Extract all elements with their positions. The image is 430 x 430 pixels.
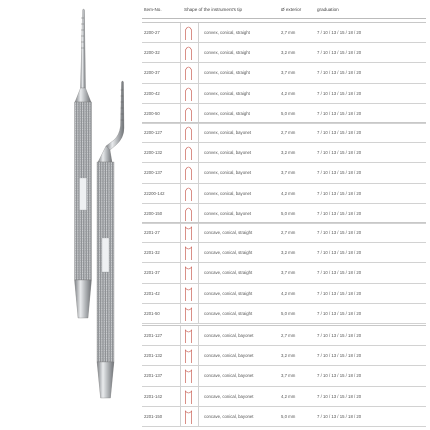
column-divider [180,263,181,282]
exterior-diameter: 5,0 mm [281,110,296,116]
tip-description: convex, conical, straight [204,50,250,56]
graduation-values: 7 / 10 / 13 / 15 / 18 / 20 [317,373,362,379]
table-row [142,163,426,183]
convex-tip-icon [184,145,193,160]
tip-description: convex, conical, bayonet [204,130,252,135]
column-divider [198,263,199,282]
bayonet-instrument [97,81,124,398]
column-divider [198,43,199,62]
column-divider [180,284,181,303]
straight-instrument [75,9,92,318]
table-row [142,387,426,407]
column-divider [198,223,199,242]
item-number: 2201-42 [144,290,160,296]
item-number: 2201-27 [144,230,160,235]
item-number: 2200-32 [144,50,160,56]
column-divider [198,304,199,323]
exterior-diameter: 5,0 mm [281,413,296,419]
graduation-values: 7 / 10 / 13 / 15 / 18 / 20 [317,230,362,235]
item-number: 2200-150 [144,210,163,216]
graduation-values: 7 / 10 / 13 / 15 / 18 / 20 [317,170,362,176]
tip-description: convex, conical, bayonet [204,210,252,216]
instrument-illustration [0,0,140,430]
convex-tip-icon [184,25,193,40]
column-divider [180,63,181,82]
tip-description: concave, conical, straight [204,230,253,235]
table-row [142,184,426,204]
tip-description: concave, conical, bayonet [204,373,254,379]
tip-description: concave, conical, straight [204,290,253,296]
column-divider [198,346,199,365]
column-divider [198,326,199,345]
item-number: 2201-50 [144,310,160,316]
column-divider [180,163,181,182]
column-divider [180,346,181,365]
graduation-values: 7 / 10 / 13 / 15 / 18 / 20 [317,190,362,196]
convex-tip-icon [184,45,193,60]
table-row [142,284,426,304]
column-divider [198,84,199,103]
column-divider [198,143,199,162]
graduation-values: 7 / 10 / 13 / 15 / 18 / 20 [317,250,362,256]
concave-tip-icon [184,225,193,240]
row-group [142,22,426,124]
item-number: 2200-42 [144,90,160,96]
tip-description: concave, conical, straight [204,270,253,276]
exterior-diameter: 3,7 mm [281,70,296,76]
item-number: 2201-150 [144,413,163,419]
item-number: 2200-27 [144,30,160,35]
column-divider [180,304,181,323]
graduation-values: 7 / 10 / 13 / 15 / 18 / 20 [317,50,362,56]
item-number: 2201-127 [144,333,163,338]
tip-description: concave, conical, bayonet [204,393,254,399]
convex-tip-icon [184,186,193,201]
item-number: 2200-137 [144,170,163,176]
exterior-diameter: 2,7 mm [281,333,296,338]
convex-tip-icon [184,165,193,180]
concave-tip-icon [184,368,193,383]
table-row [142,43,426,63]
column-divider [198,63,199,82]
column-divider [180,84,181,103]
exterior-diameter: 3,7 mm [281,270,296,276]
column-divider [180,43,181,62]
tip-description: convex, conical, bayonet [204,190,252,196]
column-divider [198,387,199,406]
tip-description: concave, conical, straight [204,250,253,256]
row-group [142,325,426,427]
column-divider [198,243,199,262]
column-divider [180,123,181,142]
graduation-values: 7 / 10 / 13 / 15 / 18 / 20 [317,110,362,116]
exterior-diameter: 4,2 mm [281,290,296,296]
column-divider [180,387,181,406]
product-table [142,0,430,430]
item-number: 2200-127 [144,130,163,135]
column-divider [198,104,199,123]
exterior-diameter: 3,7 mm [281,170,296,176]
exterior-diameter: 2,7 mm [281,230,296,235]
table-row [142,84,426,104]
convex-tip-icon [184,206,193,221]
graduation-values: 7 / 10 / 13 / 15 / 18 / 20 [317,90,362,96]
tip-description: concave, conical, bayonet [204,333,254,338]
table-row [142,223,426,243]
convex-tip-icon [184,125,193,140]
exterior-diameter: 2,7 mm [281,130,296,135]
graduation-values: 7 / 10 / 13 / 15 / 18 / 20 [317,270,362,276]
column-divider [180,326,181,345]
column-divider [180,184,181,203]
column-divider [198,163,199,182]
tip-description: convex, conical, bayonet [204,170,252,176]
tip-description: concave, conical, straight [204,310,253,316]
graduation-values: 7 / 10 / 13 / 15 / 18 / 20 [317,353,362,359]
column-divider [198,23,199,42]
header-item-no: Item-No. [144,7,162,12]
exterior-diameter: 4,2 mm [281,393,296,399]
graduation-values: 7 / 10 / 13 / 15 / 18 / 20 [317,30,362,35]
table-row [142,204,426,224]
row-group [142,122,426,224]
exterior-diameter: 3,2 mm [281,50,296,56]
item-number: 2201-137 [144,373,163,379]
graduation-values: 7 / 10 / 13 / 15 / 18 / 20 [317,310,362,316]
item-number: 2201-37 [144,270,160,276]
concave-tip-icon [184,409,193,424]
graduation-values: 7 / 10 / 13 / 15 / 18 / 20 [317,210,362,216]
concave-tip-icon [184,306,193,321]
column-divider [180,223,181,242]
item-number: 2201-142 [144,393,163,399]
item-number: 2201-32 [144,250,160,256]
convex-tip-icon [184,106,193,121]
column-divider [180,23,181,42]
graduation-values: 7 / 10 / 13 / 15 / 18 / 20 [317,70,362,76]
table-row [142,407,426,427]
exterior-diameter: 5,0 mm [281,310,296,316]
table-row [142,243,426,263]
item-number: 22200-142 [144,190,165,196]
table-row [142,346,426,366]
exterior-diameter: 3,2 mm [281,150,296,156]
concave-tip-icon [184,328,193,343]
table-row [142,23,426,43]
table-row [142,104,426,124]
table-row [142,366,426,386]
column-divider [198,366,199,385]
exterior-diameter: 5,0 mm [281,210,296,216]
header-exterior: Ø exterior [281,7,302,12]
column-divider [180,366,181,385]
exterior-diameter: 4,2 mm [281,190,296,196]
column-divider [198,123,199,142]
column-divider [180,143,181,162]
header-graduation: graduation [317,7,339,12]
column-divider [198,204,199,223]
concave-tip-icon [184,265,193,280]
concave-tip-icon [184,348,193,363]
header-divider [142,18,426,19]
tip-description: concave, conical, bayonet [204,413,254,419]
column-divider [180,104,181,123]
tip-description: convex, conical, straight [204,110,250,116]
table-row [142,123,426,143]
header-shape: Shape of the instrument's tip [184,7,243,12]
graduation-values: 7 / 10 / 13 / 15 / 18 / 20 [317,130,362,135]
exterior-diameter: 2,7 mm [281,30,296,35]
graduation-values: 7 / 10 / 13 / 15 / 18 / 20 [317,290,362,296]
item-number: 2200-132 [144,150,163,156]
tip-description: convex, conical, straight [204,30,250,35]
concave-tip-icon [184,389,193,404]
concave-tip-icon [184,245,193,260]
column-divider [180,243,181,262]
column-divider [180,204,181,223]
column-divider [198,184,199,203]
concave-tip-icon [184,286,193,301]
column-divider [198,407,199,426]
item-number: 2201-132 [144,353,163,359]
graduation-values: 7 / 10 / 13 / 15 / 18 / 20 [317,393,362,399]
item-number: 2200-50 [144,110,160,116]
tip-description: convex, conical, straight [204,70,250,76]
item-number: 2200-37 [144,70,160,76]
table-row [142,263,426,283]
exterior-diameter: 4,2 mm [281,90,296,96]
exterior-diameter: 3,2 mm [281,353,296,359]
convex-tip-icon [184,65,193,80]
graduation-values: 7 / 10 / 13 / 15 / 18 / 20 [317,333,362,338]
graduation-values: 7 / 10 / 13 / 15 / 18 / 20 [317,150,362,156]
table-row [142,63,426,83]
table-row [142,326,426,346]
column-divider [180,407,181,426]
table-row [142,143,426,163]
tip-description: convex, conical, straight [204,90,250,96]
table-header [142,4,430,16]
row-group [142,222,426,324]
graduation-values: 7 / 10 / 13 / 15 / 18 / 20 [317,413,362,419]
column-divider [198,284,199,303]
exterior-diameter: 3,7 mm [281,373,296,379]
exterior-diameter: 3,2 mm [281,250,296,256]
table-row [142,304,426,324]
convex-tip-icon [184,86,193,101]
tip-description: concave, conical, bayonet [204,353,254,359]
tip-description: convex, conical, bayonet [204,150,252,156]
